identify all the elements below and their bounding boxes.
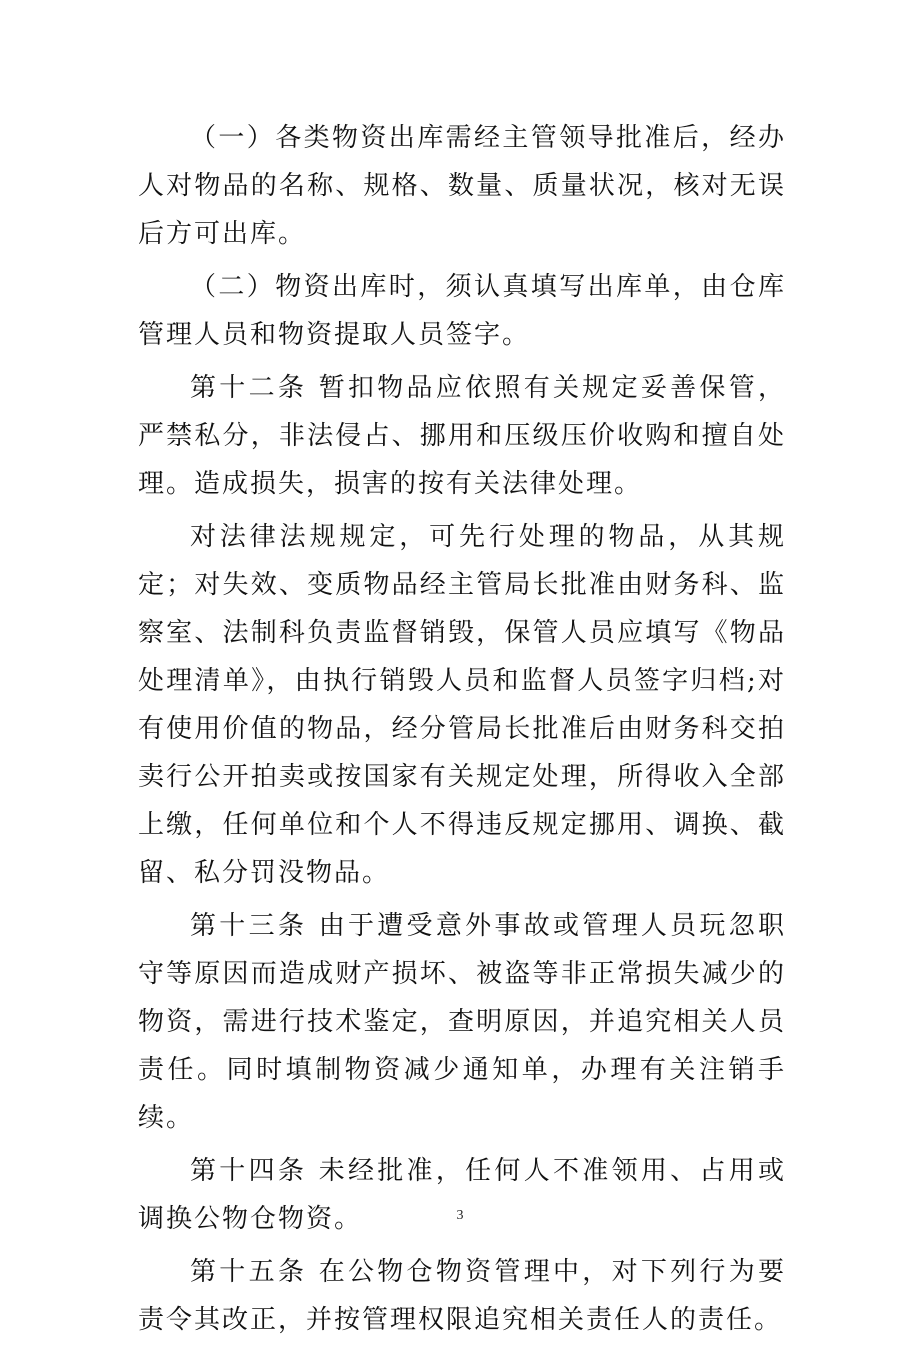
paragraph-disposal-rules: 对法律法规规定，可先行处理的物品，从其规定；对失效、变质物品经主管局长批准由财务科、监察室、法制科负责监督销毁，保管人员应填写《物品处理清单》，由执行销毁人员和监督人员签字归档;对有使用价值的物品，经分管局长批准后由财务科交拍卖行公开拍卖或按国家有关规定处理，所得收入全部上缴，任何单位和个人不得违反规定挪用、调换、截留、私分罚没物品。 bbox=[138, 522, 786, 888]
paragraph-article-12: 第十二条 暂扣物品应依照有关规定妥善保管，严禁私分，非法侵占、挪用和压级压价收购和擅自处理。造成损失，损害的按有关法律处理。 bbox=[138, 373, 786, 499]
paragraph-outbound-approval: （一）各类物资出库需经主管领导批准后，经办人对物品的名称、规格、数量、质量状况，核对无误后方可出库。 bbox=[138, 123, 786, 249]
document-body bbox=[138, 114, 786, 1349]
page-number: 3 bbox=[456, 1208, 464, 1223]
paragraph-article-14: 第十四条 未经批准，任何人不准领用、占用或调换公物仓物资。 bbox=[138, 1156, 786, 1234]
paragraph-outbound-form: （二）物资出库时，须认真填写出库单，由仓库管理人员和物资提取人员签字。 bbox=[138, 272, 786, 350]
paragraph-article-13: 第十三条 由于遭受意外事故或管理人员玩忽职守等原因而造成财产损坏、被盗等非正常损失减少的物资，需进行技术鉴定，查明原因，并追究相关人员责任。同时填制物资减少通知单，办理有关注销手续。 bbox=[138, 911, 786, 1133]
paragraph-article-15: 第十五条 在公物仓物资管理中，对下列行为要责令其改正，并按管理权限追究相关责任人的责任。 bbox=[138, 1257, 786, 1335]
